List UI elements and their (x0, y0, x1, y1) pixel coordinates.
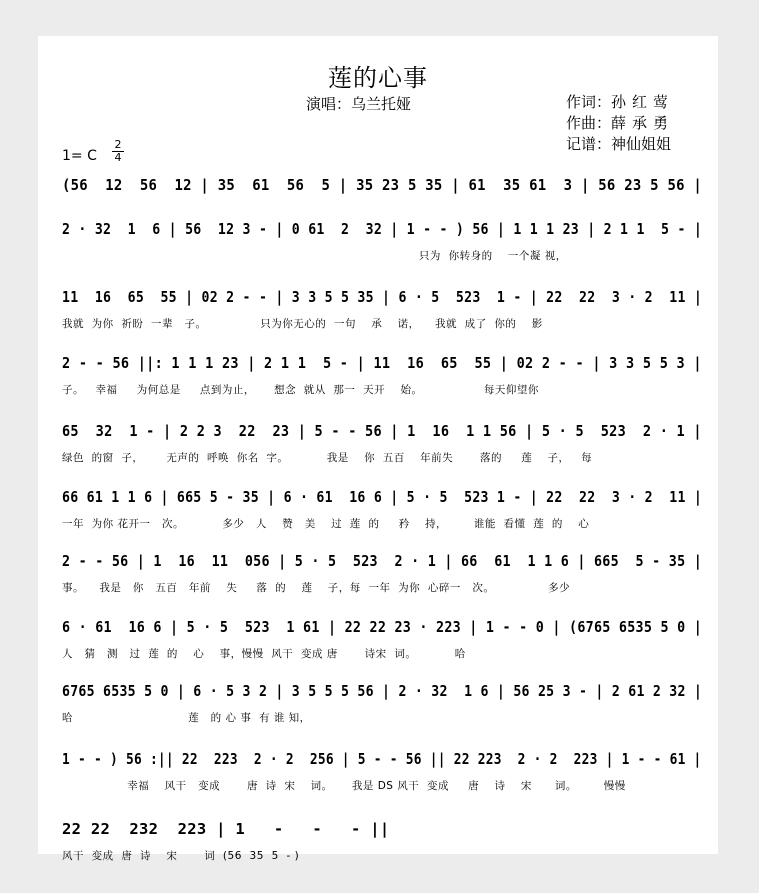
composer-credit (566, 113, 674, 134)
lyric-line: 只为 你转身的 一个凝 视， (62, 250, 567, 262)
lyric-line: 绿色 的窗 子， 无声的 呼唤 你名 字。 我是 你 五百 年前失 落的 莲 子， 每 (62, 452, 593, 464)
meter-top: 2 (114, 138, 122, 151)
lyricist-label: 作词： (566, 93, 612, 111)
notation-line: 6 · 61 16 6 | 5 · 5 523 1 61 | 22 22 23 · 223 | 1 - - 0 | (6765 6535 5 0 | (62, 618, 703, 636)
meter-bottom: 4 (114, 151, 122, 164)
score-row (62, 820, 702, 863)
notation-line: 2 - - 56 | 1 16 11 056 | 5 · 5 523 2 · 1 | 66 61 1 1 6 | 665 5 - 35 | (62, 552, 703, 570)
notation-line: 6765 6535 5 0 | 6 · 5 3 2 | 3 5 5 5 56 | 2 · 32 1 6 | 56 25 3 - | 2 61 2 32 | (62, 682, 703, 700)
score-row (62, 618, 702, 661)
lyric-line: 一年 为你 花开一 次。 多少 人 赞 美 过 莲 的 矜 持， 谁能 看懂 莲 的 心 (62, 518, 590, 530)
score-row (62, 354, 702, 397)
lyric-line: 子。 幸福 为何总是 点到为止， 想念 就从 那一 天开 始。 每天仰望你 (62, 384, 539, 396)
lyricist-name: 孙红莺 (611, 93, 675, 111)
transcriber-name: 神仙姐姐 (611, 135, 672, 153)
singer-credit: 演唱：乌兰托娅 (306, 95, 412, 113)
score-sheet (38, 36, 718, 862)
score-row (62, 488, 702, 531)
notation-line: (56 12 56 12 | 35 61 56 5 | 35 23 5 35 | 61 35 61 3 | 56 23 5 56 | (62, 176, 703, 194)
notation-line: 11 16 65 55 | 02 2 - - | 3 3 5 5 35 | 6 · 5 523 1 - | 22 22 3 · 2 11 | (62, 288, 703, 306)
lyricist-credit (566, 92, 674, 113)
lyric-line: 哈 莲 的 心 事 有 谁 知， (62, 712, 311, 724)
credits-block (566, 92, 674, 155)
transcriber-label: 记谱： (566, 135, 612, 153)
composer-label: 作曲： (566, 114, 612, 132)
notation-line: 2 - - 56 ||: 1 1 1 23 | 2 1 1 5 - | 11 16 65 55 | 02 2 - - | 3 3 5 5 3 | (62, 354, 702, 372)
key-signature: 1= C (62, 148, 97, 164)
notation-line: 1 - - ) 56 :|| 22 223 2 · 2 256 | 5 - - 56 || 22 223 2 · 2 223 | 1 - - 61 | (62, 750, 702, 768)
lyric-line: 人 猜 测 过 莲 的 心 事，慢慢 风干 变成 唐 诗宋 词。 哈 (62, 648, 466, 660)
score-row (62, 288, 702, 331)
composer-name: 薛承勇 (611, 114, 675, 132)
score-row (62, 422, 702, 465)
score-row (62, 176, 702, 204)
lyric-line: 幸福 风干 变成 唐 诗 宋 词。 我是 DS 风干 变成 唐 诗 宋 词。 慢慢 (62, 780, 626, 792)
notation-line: 2 · 32 1 6 | 56 12 3 - | 0 61 2 32 | 1 - - ) 56 | 1 1 1 23 | 2 1 1 5 - | (62, 220, 703, 238)
notation-line: 65 32 1 - | 2 2 3 22 23 | 5 - - 56 | 1 16 1 1 56 | 5 · 5 523 2 · 1 | (62, 422, 702, 440)
notation-line: 66 61 1 1 6 | 665 5 - 35 | 6 · 61 16 6 | 5 · 5 523 1 - | 22 22 3 · 2 11 | (62, 488, 703, 506)
time-signature (112, 140, 124, 163)
lyric-line: 风干 变成 唐 诗 宋 词 (56 35 5 - ) (62, 850, 300, 862)
score-row (62, 750, 702, 793)
notation-line: 22 22 232 223 | 1 - - - || (62, 820, 390, 838)
score-row (62, 220, 702, 263)
song-title: 莲的心事 (328, 64, 428, 92)
transcriber-credit (566, 134, 674, 155)
lyric-line: 我就 为你 祈盼 一辈 子。 只为你无心的 一句 承 诺， 我就 成了 你的 影 (62, 318, 543, 330)
lyric-line: 事。 我是 你 五百 年前 失 落 的 莲 子，每 一年 为你 心碎一 次。 多少 (62, 582, 571, 594)
score-row (62, 682, 702, 725)
score-row (62, 552, 702, 595)
